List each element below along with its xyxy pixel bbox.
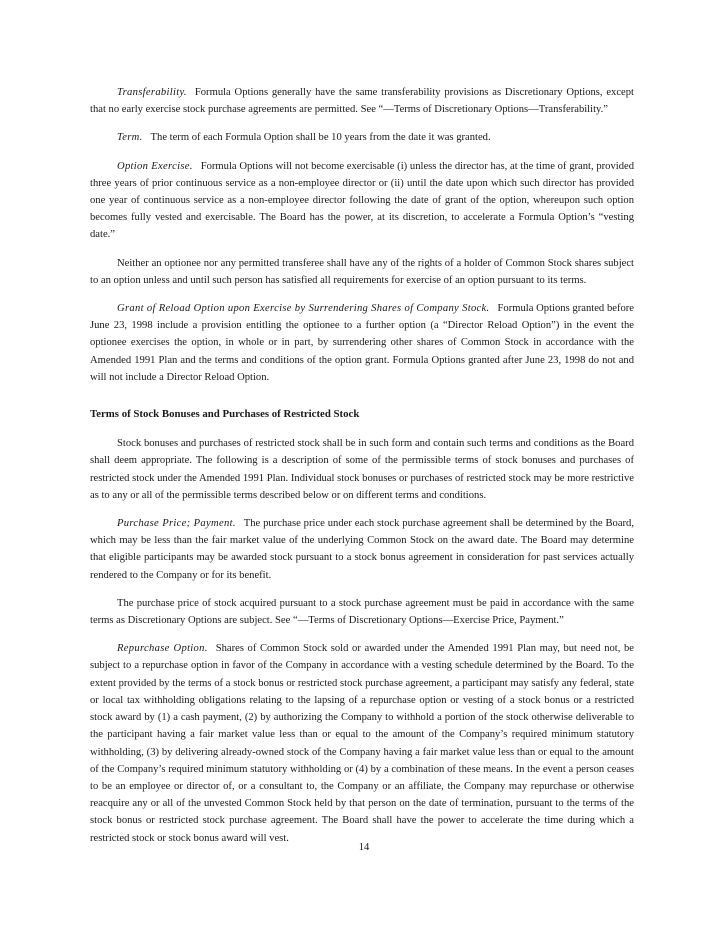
paragraph-text: The purchase price of stock acquired pursuant to a stock purchase agreement must be paid in accordance with the same terms as Discretionary Options are subject. See “—Terms of Discretionary Options—Exercise Price, Payment.” bbox=[90, 597, 634, 627]
paragraph-text: Shares of Common Stock sold or awarded under the Amended 1991 Plan may, but need not, be subject to a repurchase option in favor of the Company in accordance with a vesting schedule determined by the Board. To the extent provided by the terms of a stock bonus or restricted stock purchase agreement, a participant may satisfy any federal, state or local tax withholding obligations relating to the lapsing of a repurchase option or vesting of a stock bonus or a restricted stock award by (1) a cash payment, (2) by authorizing the Company to withhold a portion of the stock otherwise deliverable to the participant having a fair market value less than or equal to the amount of the Company’s required minimum statutory withholding, (3) by delivering already-owned stock of the Company having a fair market value less than or equal to the amount of the Company’s required minimum statutory withholding or (4) by a combination of these means. In the event a person ceases to be an employee or director of, or a consultant to, the Company or an affiliate, the Company may repurchase or otherwise reacquire any or all of the unvested Common Stock held by that person on the date of termination, pursuant to the terms of the stock bonus or restricted stock purchase agreement. The Board shall have the power to accelerate the time during which a restricted stock or stock bonus award will vest. bbox=[90, 643, 634, 844]
paragraph-option-exercise bbox=[90, 158, 634, 244]
paragraph-lead: Purchase Price; Payment. bbox=[117, 518, 236, 530]
paragraph-text: Formula Options granted before June 23, 1998 include a provision entitling the optionee to a further option (a “Director Reload Option”) in the event the optionee exercises the option, in whole or in part, by surrendering other shares of Common Stock in accordance with the Amended 1991 Plan and the terms and conditions of the option grant. Formula Options granted after June 23, 1998 do not and will not include a Director Reload Option. bbox=[90, 303, 634, 383]
paragraph-purchase-payment bbox=[90, 595, 634, 629]
section-heading: Terms of Stock Bonuses and Purchases of Restricted Stock bbox=[90, 408, 360, 421]
paragraph-text: Neither an optionee nor any permitted transferee shall have any of the rights of a holder of Common Stock shares subject to an option unless and until such person has satisfied all requirements for exercise of an option pursuant to its terms. bbox=[90, 257, 634, 286]
paragraph-lead: Option Exercise. bbox=[117, 160, 193, 172]
paragraph-text: Formula Options will not become exercisable (i) unless the director has, at the time of grant, provided three years of prior continuous service as a non-employee director or (ii) until the date upon which such director has provided one year of continuous service as a non-employee director following the date of grant of the option, whereupon such option becomes fully vested and exercisable. The Board has the power, at its discretion, to accelerate a Formula Option’s “vesting date.” bbox=[90, 160, 635, 241]
paragraph-repurchase-option bbox=[90, 640, 634, 846]
paragraph-text: The term of each Formula Option shall be 10 years from the date it was granted. bbox=[150, 132, 491, 144]
paragraph-lead: Transferability. bbox=[117, 87, 187, 98]
paragraph-reload-option bbox=[90, 300, 634, 386]
paragraph-optionee-rights bbox=[90, 255, 634, 289]
document-page bbox=[90, 84, 634, 858]
paragraph-text: The purchase price under each stock purchase agreement shall be determined by the Board, which may be less than the fair market value of the underlying Common Stock on the award date. The Board may determine that eligible participants may be awarded stock pursuant to a stock bonus agreement in consideration for past services actually rendered to the Company or for its benefit. bbox=[90, 518, 634, 581]
paragraph-lead: Grant of Reload Option upon Exercise by Surrendering Shares of Company Stock. bbox=[117, 303, 490, 315]
page-number: 14 bbox=[358, 842, 370, 853]
paragraph-text: Formula Options generally have the same transferability provisions as Discretionary Options, except that no early exercise stock purchase agreements are permitted. See “—Terms of Discretionary Options—Transferability.” bbox=[90, 87, 634, 116]
paragraph-term bbox=[90, 129, 634, 146]
paragraph-transferability bbox=[90, 84, 634, 118]
paragraph-stock-bonuses bbox=[90, 435, 634, 504]
paragraph-lead: Repurchase Option. bbox=[117, 643, 208, 655]
paragraph-purchase-price bbox=[90, 515, 634, 584]
paragraph-text: Stock bonuses and purchases of restricted stock shall be in such form and contain such terms and conditions as the Board shall deem appropriate. The following is a description of some of the permissible terms of stock bonuses and purchases of restricted stock under the Amended 1991 Plan. Individual stock bonuses or purchases of restricted stock may be more restrictive as to any or all of the permissible terms described below or on different terms and conditions. bbox=[90, 438, 634, 501]
paragraph-lead: Term. bbox=[117, 132, 143, 144]
